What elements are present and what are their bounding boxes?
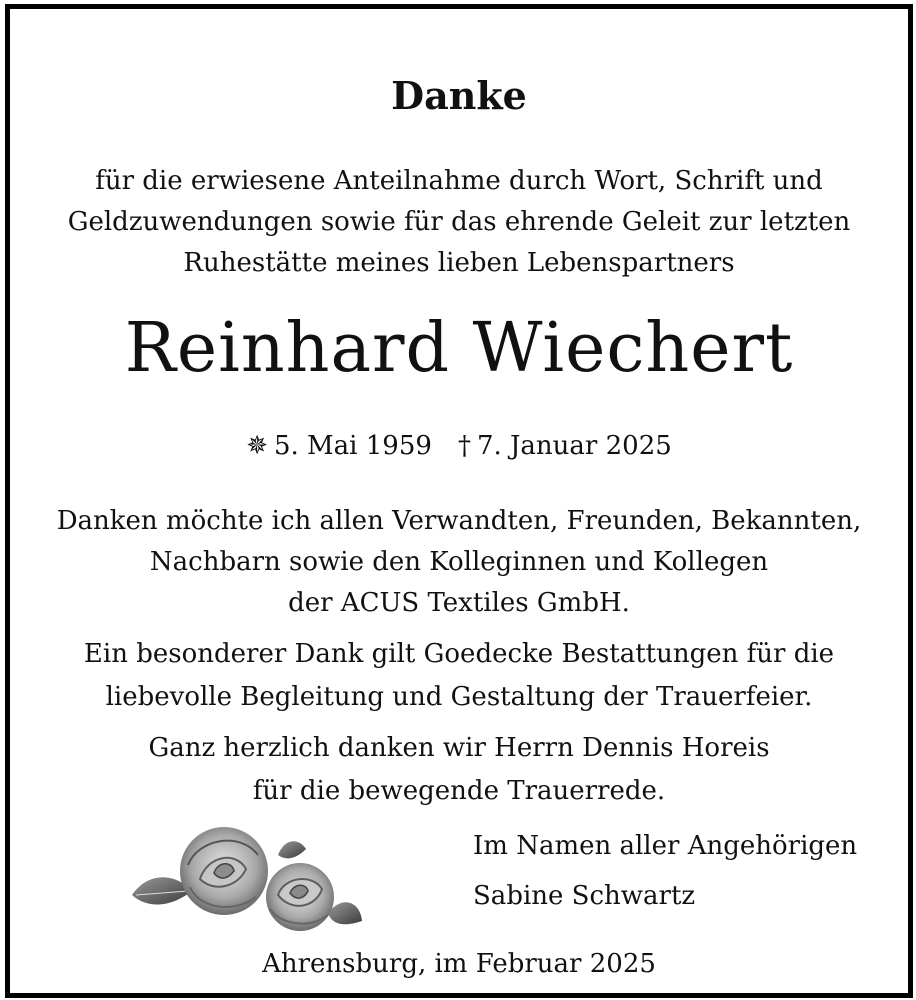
death-date: 7. Januar 2025 bbox=[476, 431, 672, 461]
roses-icon bbox=[128, 825, 364, 937]
thanks-line: Nachbarn sowie den Kolleginnen und Kollegen bbox=[149, 547, 769, 577]
special-thanks-line: Ein besonderer Dank gilt Goedecke Bestattungen für die bbox=[83, 639, 835, 669]
special-thanks-line: liebevolle Begleitung und Gestaltung der Trauerfeier. bbox=[105, 682, 813, 712]
intro-paragraph bbox=[10, 161, 908, 284]
birth-star-icon: ✵ bbox=[246, 431, 268, 461]
birth-date: 5. Mai 1959 bbox=[273, 431, 432, 461]
intro-line: für die erwiesene Anteilnahme durch Wort, Schrift und bbox=[95, 166, 823, 196]
signature-name: Sabine Schwartz bbox=[473, 881, 696, 911]
speaker-thanks-line: Ganz herzlich danken wir Herrn Dennis Horeis bbox=[148, 733, 770, 763]
intro-line: Geldzuwendungen sowie für das ehrende Geleit zur letzten bbox=[67, 207, 851, 237]
special-thanks-paragraph bbox=[10, 633, 908, 719]
deceased-name: Reinhard Wiechert bbox=[124, 309, 794, 388]
thanks-line: Danken möchte ich allen Verwandten, Freunden, Bekannten, bbox=[56, 506, 862, 536]
notice-heading: Danke bbox=[391, 73, 527, 118]
obituary-notice bbox=[5, 4, 913, 998]
life-dates bbox=[10, 431, 908, 461]
thanks-line: der ACUS Textiles GmbH. bbox=[288, 588, 630, 618]
death-cross-icon: † bbox=[457, 431, 471, 461]
signature-on-behalf: Im Namen aller Angehörigen bbox=[473, 831, 858, 861]
speaker-thanks-line: für die bewegende Trauerrede. bbox=[252, 776, 666, 806]
speaker-thanks-paragraph bbox=[10, 727, 908, 813]
intro-line: Ruhestätte meines lieben Lebenspartners bbox=[183, 248, 735, 278]
place-and-date: Ahrensburg, im Februar 2025 bbox=[262, 949, 656, 979]
thanks-paragraph bbox=[10, 501, 908, 624]
